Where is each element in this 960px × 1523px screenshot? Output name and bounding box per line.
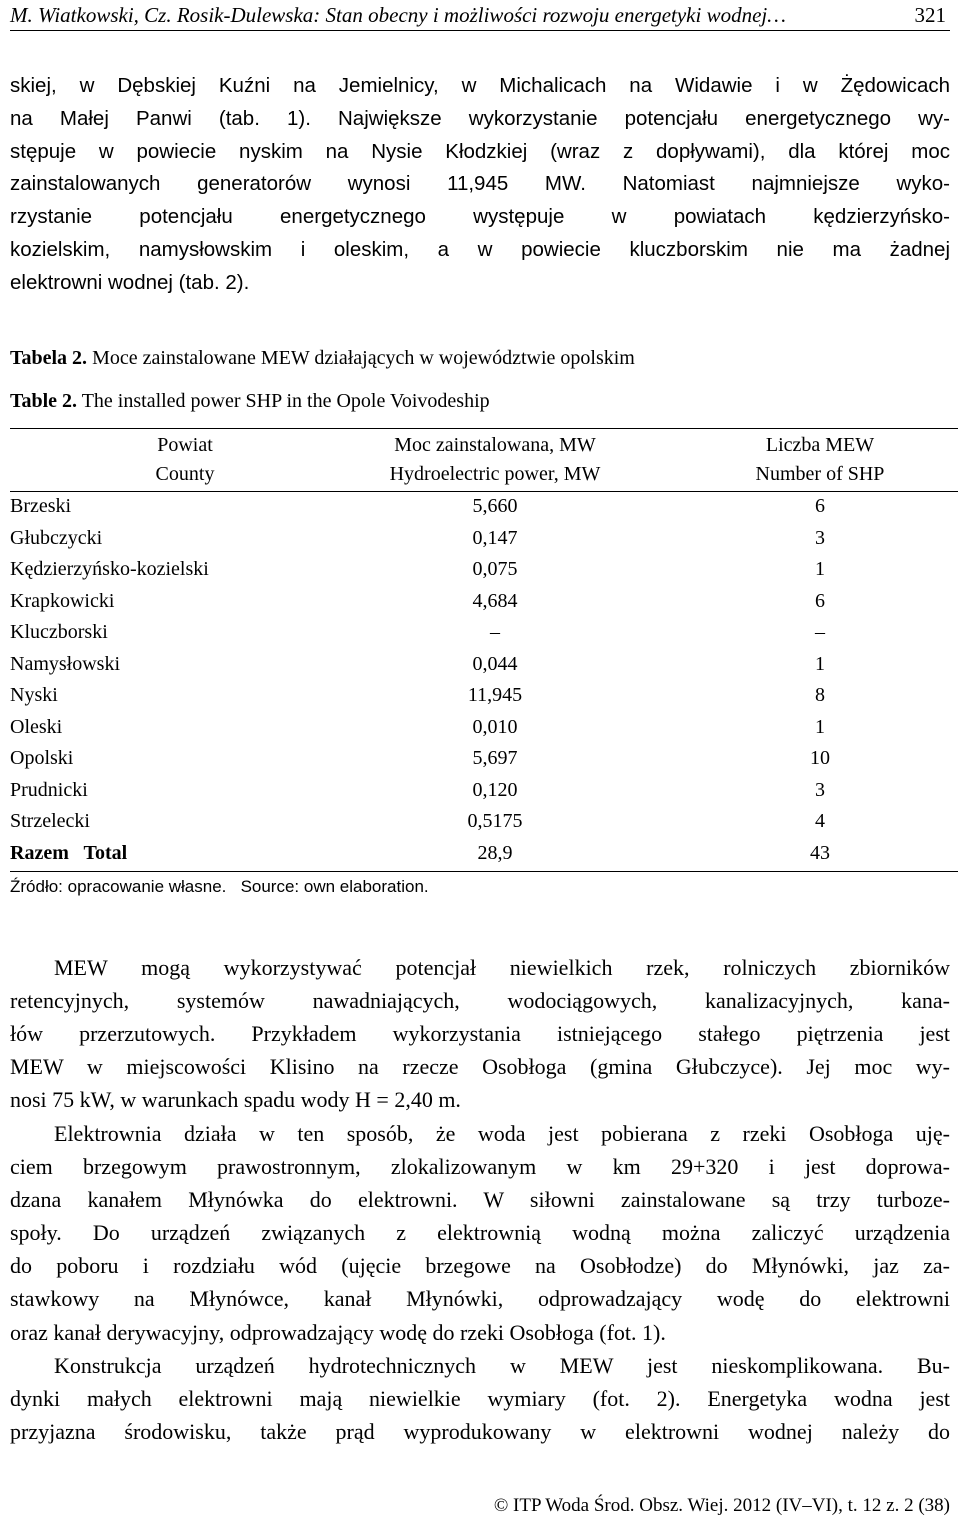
text-line: do poboru i rozdziału wód (ujęcie brzegowe na Osobłodze) do Młynówki, jaz za- bbox=[10, 1253, 950, 1279]
cell-power: 0,044 bbox=[472, 652, 518, 675]
table-row bbox=[10, 806, 958, 838]
journal-footer: © ITP Woda Środ. Obsz. Wiej. 2012 (IV–VI), t. 12 z. 2 (38) bbox=[493, 1495, 950, 1516]
table-caption-pl bbox=[10, 346, 635, 370]
cell-county: Kędzierzyńsko-kozielski bbox=[10, 558, 209, 580]
header-county bbox=[100, 431, 270, 489]
cell-count: 6 bbox=[815, 495, 825, 517]
header-power bbox=[375, 431, 615, 489]
table-bottom-rule bbox=[10, 871, 958, 872]
table-row bbox=[10, 617, 958, 649]
cell-county: Prudnicki bbox=[10, 778, 88, 801]
paragraph-body-1 bbox=[10, 951, 950, 1116]
text-line: Elektrownia działa w ten sposób, że woda jest pobierana z rzeki Osobłoga uję- bbox=[54, 1121, 950, 1146]
cell-power: 0,075 bbox=[472, 558, 518, 580]
header-power-en: Hydroelectric power, MW bbox=[389, 463, 601, 485]
text-line: stawkowy na Młynówce, kanał Młynówki, odprowadzający wodę do elektrowni bbox=[10, 1286, 950, 1312]
text-line: kozielskim, namysłowskim i oleskim, a w powiecie kluczborskim nie ma żadnej bbox=[10, 237, 950, 261]
cell-count: 1 bbox=[815, 652, 825, 675]
text-line: elektrowni wodnej (tab. 2). bbox=[10, 270, 250, 294]
text-line: retencyjnych, systemów nawadniających, wodociągowych, kanalizacyjnych, kana- bbox=[10, 988, 950, 1014]
cell-count: 8 bbox=[815, 684, 825, 706]
text-line: przyjazna środowisku, także prąd wyprodukowany w elektrowni wodnej należy do bbox=[10, 1419, 950, 1445]
cell-power: 5,660 bbox=[472, 495, 518, 517]
cell-power: 4,684 bbox=[472, 589, 518, 612]
caption-label: Tabela 2. bbox=[10, 347, 88, 369]
running-title: M. Wiatkowski, Cz. Rosik-Dulewska: Stan obecny i możliwości rozwoju energetyki wodnej… bbox=[10, 3, 786, 27]
header-count-pl: Liczba MEW bbox=[765, 434, 875, 456]
text-line: dynki małych elektrowni mają niewielkie wymiary (fot. 2). Energetyka wodna jest bbox=[10, 1386, 950, 1412]
table-row bbox=[10, 649, 958, 681]
table-source-note: Źródło: opracowanie własne. Source: own elaboration. bbox=[10, 877, 429, 896]
cell-total-count: 43 bbox=[810, 841, 830, 864]
text-line: rzystanie potencjału energetycznego występuje w powiatach kędzierzyńsko- bbox=[10, 205, 950, 229]
table-total-row bbox=[10, 838, 958, 870]
paragraph-body-3 bbox=[10, 1349, 950, 1448]
header-county-en: County bbox=[155, 463, 215, 485]
cell-count: 6 bbox=[815, 589, 825, 612]
cell-power: 0,010 bbox=[472, 715, 518, 738]
header-county-pl: Powiat bbox=[157, 434, 213, 456]
table-row bbox=[10, 523, 958, 555]
text-line: na Małej Panwi (tab. 1). Największe wykorzystanie potencjału energetycznego wy- bbox=[10, 106, 950, 130]
table-row bbox=[10, 586, 958, 618]
cell-power: 0,147 bbox=[472, 526, 518, 549]
paragraph-intro bbox=[10, 70, 950, 300]
table-caption-en bbox=[10, 389, 490, 413]
cell-county: Kluczborski bbox=[10, 621, 108, 643]
cell-county: Nyski bbox=[10, 684, 58, 706]
text-line: stępuje w powiecie nyskim na Nysie Kłodzkiej (wraz z dopływami), dla której moc bbox=[10, 139, 950, 163]
page-number: 321 bbox=[914, 3, 946, 27]
cell-county: Strzelecki bbox=[10, 810, 90, 832]
table-row bbox=[10, 775, 958, 807]
text-line: oraz kanał derywacyjny, odprowadzający wodę do rzeki Osobłoga (fot. 1). bbox=[10, 1319, 666, 1345]
text-line: zainstalowanych generatorów wynosi 11,945 MW. Natomiast najmniejsze wyko- bbox=[10, 172, 950, 196]
cell-count: 1 bbox=[815, 715, 825, 738]
text-line: społy. Do urządzeń związanych z elektrownią wodną można zaliczyć urządzenia bbox=[10, 1220, 950, 1246]
cell-county: Głubczycki bbox=[10, 526, 103, 549]
header-count bbox=[735, 431, 905, 489]
cell-count: 10 bbox=[810, 747, 830, 769]
caption-text: Moce zainstalowane MEW działających w województwie opolskim bbox=[87, 347, 635, 369]
cell-county: Opolski bbox=[10, 747, 74, 769]
caption-label: Table 2. bbox=[10, 390, 78, 412]
table-row bbox=[10, 743, 958, 775]
cell-total-power: 28,9 bbox=[477, 841, 513, 864]
paragraph-body-2 bbox=[10, 1117, 950, 1349]
cell-count: 3 bbox=[815, 778, 825, 801]
cell-county: Krapkowicki bbox=[10, 589, 115, 612]
cell-power: 0,5175 bbox=[467, 810, 523, 832]
running-header bbox=[10, 2, 950, 31]
header-power-pl: Moc zainstalowana, MW bbox=[394, 434, 596, 456]
caption-text: The installed power SHP in the Opole Voivodeship bbox=[77, 390, 490, 412]
table-top-rule bbox=[10, 428, 958, 429]
text-line: nosi 75 kW, w warunkach spadu wody H = 2,40 m. bbox=[10, 1087, 461, 1113]
text-line: dzana kanałem Młynówka do elektrowni. W siłowni zainstalowane są trzy turboze- bbox=[10, 1187, 950, 1213]
cell-power: 11,945 bbox=[467, 684, 523, 706]
cell-total-label: Razem Total bbox=[10, 841, 128, 864]
table-row bbox=[10, 712, 958, 744]
cell-count: 3 bbox=[815, 526, 825, 549]
text-line: skiej, w Dębskiej Kuźni na Jemielnicy, w Michalicach na Widawie i w Żędowicach bbox=[10, 74, 950, 97]
text-line: łów przerzutowych. Przykładem wykorzystania istniejącego stałego piętrzenia jest bbox=[10, 1021, 950, 1047]
cell-count: 1 bbox=[815, 558, 825, 580]
table-row bbox=[10, 554, 958, 586]
cell-count: 4 bbox=[815, 810, 825, 832]
text-line: MEW w miejscowości Klisino na rzecze Osobłoga (gmina Głubczyce). Jej moc wy- bbox=[10, 1054, 950, 1080]
text-line: MEW mogą wykorzystywać potencjał niewielkich rzek, rolniczych zbiorników bbox=[54, 955, 950, 980]
text-line: Konstrukcja urządzeń hydrotechnicznych w MEW jest nieskomplikowana. Bu- bbox=[54, 1353, 950, 1378]
cell-power: 0,120 bbox=[472, 778, 518, 801]
header-count-en: Number of SHP bbox=[755, 463, 885, 485]
cell-count: – bbox=[815, 621, 825, 643]
table-row bbox=[10, 491, 958, 523]
cell-county: Namysłowski bbox=[10, 652, 120, 675]
cell-county: Oleski bbox=[10, 715, 63, 738]
text-line: ciem brzegowym prawostronnym, zlokalizowanym w km 29+320 i jest doprowa- bbox=[10, 1154, 950, 1180]
cell-county: Brzeski bbox=[10, 495, 72, 517]
table-row bbox=[10, 680, 958, 712]
cell-power: – bbox=[490, 621, 500, 643]
cell-power: 5,697 bbox=[472, 747, 518, 769]
